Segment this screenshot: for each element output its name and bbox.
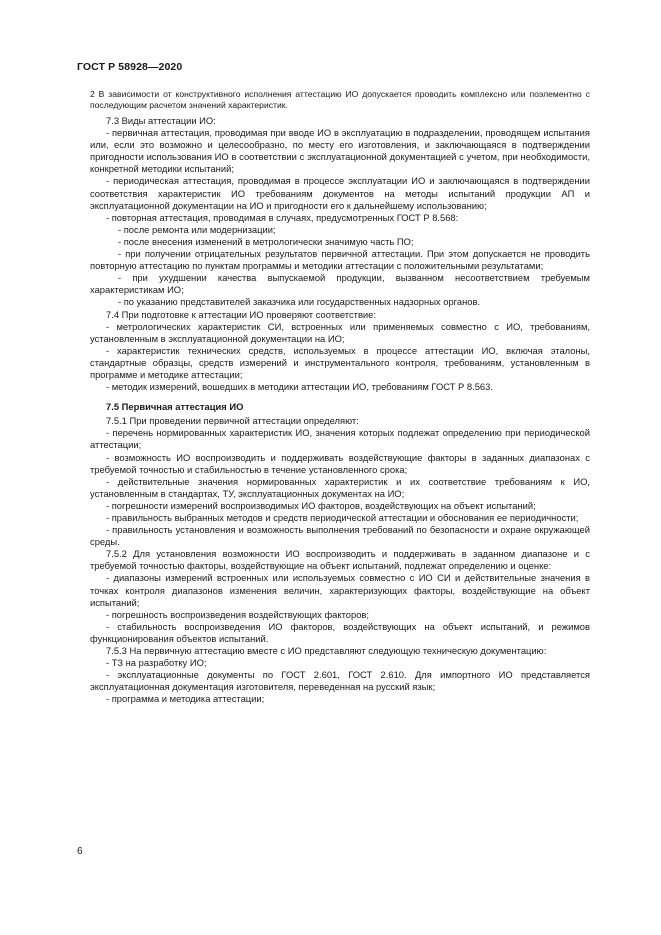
paragraph: - первичная аттестация, проводимая при вводе ИО в эксплуатацию в подразделении, проводящем испытания или, если это возможно и целесообразно, по месту его изготовления, и заключающаяся в подтверждении пригодности использования ИО в соответствии с эксплуатационной документацией с учетом, при необходимости, конкретной методики испытаний; [90,127,590,175]
paragraph: - погрешности измерений воспроизводимых ИО факторов, воздействующих на объект испытаний; [106,499,536,511]
paragraph: - стабильность воспроизведения ИО факторов, воздействующих на объект испытаний, и режимов функционирования объектов испытаний. [90,620,590,644]
paragraph: - после внесения изменений в метрологически значимую часть ПО; [118,235,414,247]
paragraph: - погрешность воспроизведения воздействующих факторов; [106,608,369,620]
paragraph: - повторная аттестация, проводимая в случаях, предусмотренных ГОСТ Р 8.568: [106,211,459,223]
page-header: ГОСТ Р 58928—2020 [77,61,183,73]
paragraph: 7.5.2 Для установления возможности ИО воспроизводить и поддерживать в заданном диапазоне и с требуемой точностью факторы, воздействующие на объект испытаний, подлежат определению и оценке: [90,548,590,572]
paragraph: - периодическая аттестация, проводимая в процессе эксплуатации ИО и заключающаяся в подтверждении соответствия характеристик ИО требованиям документов на методы испытаний продукции АП и эксплуатационной документации на ИО и пригодности его к дальнейшему использованию; [90,175,590,211]
paragraph: - эксплуатационные документы по ГОСТ 2.601, ГОСТ 2.610. Для импортного ИО представляется эксплуатационная документация изготовителя, переведенная на русский язык; [90,669,590,693]
paragraph: - диапазоны измерений встроенных или используемых совместно с ИО СИ и действительные значения в точках контроля диапазонов изменения величин, характеризующих факторы, воздействующие на объект испытаний; [90,572,590,608]
page-number: 6 [77,846,83,857]
paragraph: 7.5.1 При проведении первичной аттестации определяют: [106,415,359,427]
paragraph: 7.3 Виды аттестации ИО: [106,115,216,126]
paragraph: - возможность ИО воспроизводить и поддерживать воздействующие факторы в заданных диапазонах с требуемой точностью и стабильностью в течение установленного срока; [90,451,590,475]
paragraph: - характеристик технических средств, используемых в процессе аттестации ИО, включая эталоны, стандартные образцы, средств измерений и инструментального контроля, требованиям, установленным в программе и методике аттестации; [90,344,590,380]
section-title: 7.5 Первичная аттестация ИО [106,401,244,413]
paragraph: - действительные значения нормированных характеристик и их соответствие требованиям к ИО, установленным в стандартах, ТУ, эксплуатационных документах на ИО; [90,475,590,499]
paragraph: - при получении отрицательных результатов первичной аттестации. При этом допускается не проводить повторную аттестацию по пунктам программы и методики аттестации с положительными результатами; [90,248,590,272]
paragraph: - после ремонта или модернизации; [118,223,276,235]
paragraph: 7.4 При подготовке к аттестации ИО проверяют соответствие: [106,308,376,320]
paragraph: - при ухудшении качества выпускаемой продукции, вызванном несоответствием требуемым характеристикам ИО; [90,272,590,296]
paragraph: - метрологических характеристик СИ, встроенных или применяемых совместно с ИО, требованиям, установленным в эксплуатационной документации на ИО; [90,320,590,344]
paragraph: - ТЗ на разработку ИО; [106,657,207,669]
document-body [90,89,590,706]
paragraph: - перечень нормированных характеристик ИО, значения которых подлежат определению при периодической аттестации; [90,427,590,451]
paragraph: - по указанию представителей заказчика или государственных надзорных органов. [118,296,481,308]
paragraph: - правильность установления и возможность выполнения требований по безопасности и охране окружающей среды. [90,524,590,548]
paragraph: - методик измерений, вошедших в методики аттестации ИО, требованиям ГОСТ Р 8.563. [106,381,493,393]
paragraph: - программа и методика аттестации; [106,693,265,705]
paragraph: 7.5.3 На первичную аттестацию вместе с ИО представляют следующую техническую документацию: [106,645,547,657]
note: 2 В зависимости от конструктивного исполнения аттестацию ИО допускается проводить комплексно или поэлементно с последующим расчетом значений характеристик. [90,89,590,110]
paragraph: - правильность выбранных методов и средств периодической аттестации и обоснования ее периодичности; [106,512,579,523]
